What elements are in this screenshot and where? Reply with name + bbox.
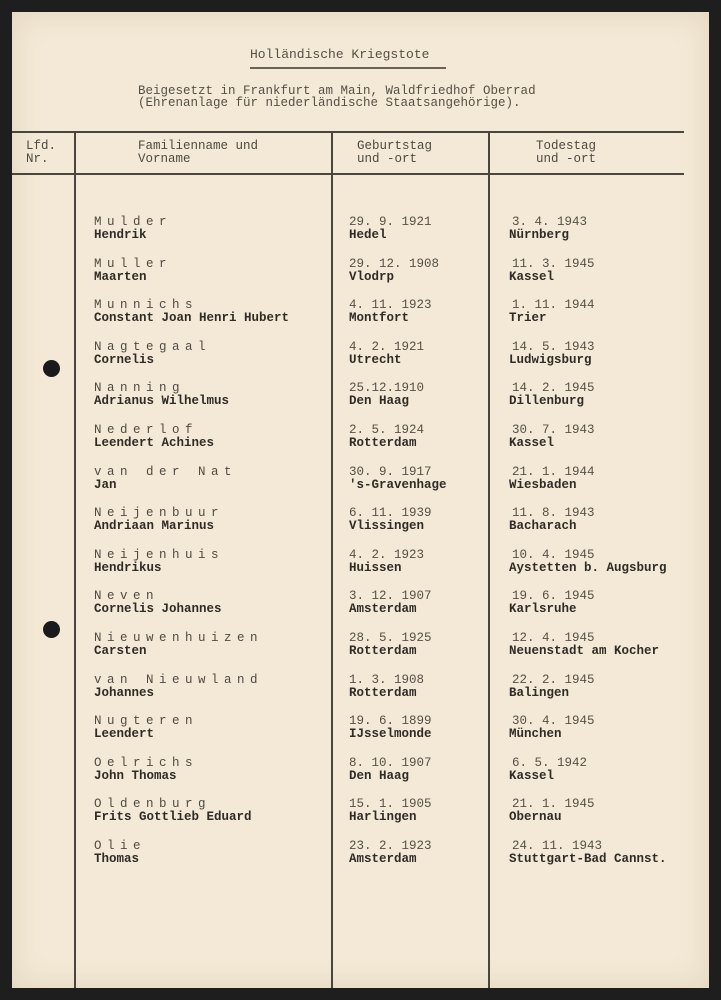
- entry-death-place: Karlsruhe: [509, 602, 577, 617]
- entry-death-date: 21. 1. 1944: [512, 464, 595, 479]
- entry-birth-date: 19. 6. 1899: [349, 714, 432, 729]
- entry-death-place: Dillenburg: [509, 394, 585, 409]
- entry-birth-place: 's-Gravenhage: [349, 477, 447, 492]
- entry-birth-place: Vlodrp: [349, 269, 395, 284]
- entry-death-date: 14. 2. 1945: [512, 381, 595, 396]
- entry-death-place: Kassel: [509, 768, 555, 783]
- entry-surname: Mulder: [94, 215, 173, 229]
- entry-birth-place: Utrecht: [349, 352, 402, 367]
- punch-hole-lower: [43, 621, 60, 638]
- entry-surname: Neven: [94, 589, 160, 604]
- title-underline: [250, 67, 446, 69]
- entry-death-place: Kassel: [509, 269, 555, 284]
- entry-death-place: Balingen: [509, 685, 570, 700]
- entry-birth-date: 3. 12. 1907: [349, 589, 432, 604]
- entry-birth-date: 28. 5. 1925: [349, 631, 432, 645]
- entry-firstname: Cornelis: [94, 352, 155, 367]
- entry-surname: Munnichs: [94, 298, 199, 313]
- entry-birth-date: 30. 9. 1917: [349, 464, 432, 479]
- entry-birth-place: Harlingen: [349, 810, 417, 825]
- table-header-rule: [12, 173, 684, 175]
- entry-death-date: 1. 11. 1944: [512, 298, 595, 313]
- header-name-line-1: Familienname und: [138, 139, 259, 153]
- entry-surname: Oelrichs: [94, 755, 199, 770]
- entry-firstname: Leendert Achines: [94, 436, 215, 450]
- entry-birth-date: 15. 1. 1905: [349, 797, 432, 812]
- entry-birth-place: Amsterdam: [349, 602, 417, 617]
- entry-death-place: Kassel: [509, 436, 555, 450]
- entry-birth-date: 6. 11. 1939: [349, 506, 432, 521]
- entry-surname: van Nieuwland: [94, 672, 264, 687]
- entry-birth-place: Vlissingen: [349, 519, 425, 534]
- entry-surname: Nanning: [94, 381, 186, 396]
- document-page: [12, 12, 709, 988]
- entry-death-place: Nürnberg: [509, 228, 570, 242]
- entry-firstname: Hendrik: [94, 228, 147, 242]
- entry-firstname: Frits Gottlieb Eduard: [94, 810, 252, 825]
- entry-death-place: München: [509, 727, 562, 742]
- column-divider-3: [488, 132, 490, 988]
- entry-firstname: Hendrikus: [94, 560, 162, 575]
- header-number-line-1: Lfd.: [26, 139, 57, 153]
- entry-birth-date: 29. 9. 1921: [349, 215, 432, 229]
- entry-surname: Olie: [94, 839, 147, 853]
- column-divider-2: [331, 132, 333, 988]
- entry-firstname: Johannes: [94, 685, 155, 700]
- entry-death-date: 10. 4. 1945: [512, 547, 595, 562]
- entry-death-date: 12. 4. 1945: [512, 631, 595, 645]
- entry-surname: Muller: [94, 256, 173, 271]
- entry-firstname: Carsten: [94, 644, 147, 658]
- entry-birth-date: 2. 5. 1924: [349, 423, 425, 437]
- entry-birth-date: 4. 2. 1921: [349, 339, 425, 354]
- entry-death-place: Neuenstadt am Kocher: [509, 644, 660, 658]
- entry-firstname: Leendert: [94, 727, 155, 742]
- entry-firstname: Jan: [94, 477, 117, 492]
- header-birth-line-1: Geburtstag: [357, 139, 433, 153]
- header-birth-line-2: und -ort: [357, 152, 418, 166]
- entry-birth-place: Rotterdam: [349, 685, 417, 700]
- entry-birth-place: IJsselmonde: [349, 727, 432, 742]
- subtitle-line-2: (Ehrenanlage für niederländische Staatsangehörige).: [138, 96, 521, 110]
- entry-death-date: 14. 5. 1943: [512, 339, 595, 354]
- entry-birth-place: Rotterdam: [349, 436, 417, 450]
- table-top-rule: [12, 131, 684, 133]
- column-divider-1: [74, 132, 76, 988]
- entry-surname: Oldenburg: [94, 797, 212, 812]
- entry-firstname: Cornelis Johannes: [94, 602, 222, 617]
- entry-death-place: Bacharach: [509, 519, 577, 534]
- entry-surname: Nagtegaal: [94, 339, 212, 354]
- entry-birth-place: Den Haag: [349, 394, 410, 409]
- entry-surname: van der Nat: [94, 464, 238, 479]
- entry-birth-date: 29. 12. 1908: [349, 256, 440, 271]
- entry-birth-date: 23. 2. 1923: [349, 839, 432, 853]
- entry-firstname: Constant Joan Henri Hubert: [94, 311, 290, 326]
- subtitle-line-1: Beigesetzt in Frankfurt am Main, Waldfriedhof Oberrad: [138, 84, 536, 98]
- header-name-line-2: Vorname: [138, 152, 191, 166]
- entry-birth-date: 8. 10. 1907: [349, 755, 432, 770]
- entry-birth-place: Huissen: [349, 560, 402, 575]
- entry-birth-place: Den Haag: [349, 768, 410, 783]
- entry-death-place: Wiesbaden: [509, 477, 577, 492]
- entry-firstname: Andriaan Marinus: [94, 519, 215, 534]
- entry-birth-date: 25.12.1910: [349, 381, 425, 396]
- entry-firstname: John Thomas: [94, 768, 177, 783]
- entry-death-date: 22. 2. 1945: [512, 672, 595, 687]
- entry-death-date: 19. 6. 1945: [512, 589, 595, 604]
- entry-surname: Nederlof: [94, 423, 199, 437]
- entry-death-place: Aystetten b. Augsburg: [509, 560, 667, 575]
- entry-death-place: Obernau: [509, 810, 562, 825]
- entry-surname: Nugteren: [94, 714, 199, 729]
- entry-death-place: Stuttgart-Bad Cannst.: [509, 852, 667, 866]
- entry-death-date: 3. 4. 1943: [512, 215, 588, 229]
- entry-birth-place: Montfort: [349, 311, 410, 326]
- entry-birth-date: 4. 2. 1923: [349, 547, 425, 562]
- entry-birth-place: Hedel: [349, 228, 387, 242]
- entry-death-date: 11. 8. 1943: [512, 506, 595, 521]
- entry-death-date: 21. 1. 1945: [512, 797, 595, 812]
- entry-birth-date: 1. 3. 1908: [349, 672, 425, 687]
- entry-death-date: 11. 3. 1945: [512, 256, 595, 271]
- entry-birth-date: 4. 11. 1923: [349, 298, 432, 313]
- header-death-line-1: Todestag: [536, 139, 597, 153]
- entry-birth-place: Rotterdam: [349, 644, 417, 658]
- entry-death-place: Trier: [509, 311, 547, 326]
- entry-death-date: 6. 5. 1942: [512, 755, 588, 770]
- document-title: Holländische Kriegstote: [250, 47, 430, 62]
- punch-hole-upper: [43, 360, 60, 377]
- entry-firstname: Thomas: [94, 852, 140, 866]
- header-death-line-2: und -ort: [536, 152, 597, 166]
- entry-firstname: Maarten: [94, 269, 147, 284]
- entry-death-date: 30. 4. 1945: [512, 714, 595, 729]
- entry-surname: Neijenhuis: [94, 547, 225, 562]
- entry-death-date: 24. 11. 1943: [512, 839, 603, 853]
- entry-death-date: 30. 7. 1943: [512, 423, 595, 437]
- entry-surname: Nieuwenhuizen: [94, 631, 264, 645]
- header-number-line-2: Nr.: [26, 152, 49, 166]
- entry-birth-place: Amsterdam: [349, 852, 417, 866]
- entry-death-place: Ludwigsburg: [509, 352, 592, 367]
- entry-surname: Neijenbuur: [94, 506, 225, 521]
- entry-firstname: Adrianus Wilhelmus: [94, 394, 230, 409]
